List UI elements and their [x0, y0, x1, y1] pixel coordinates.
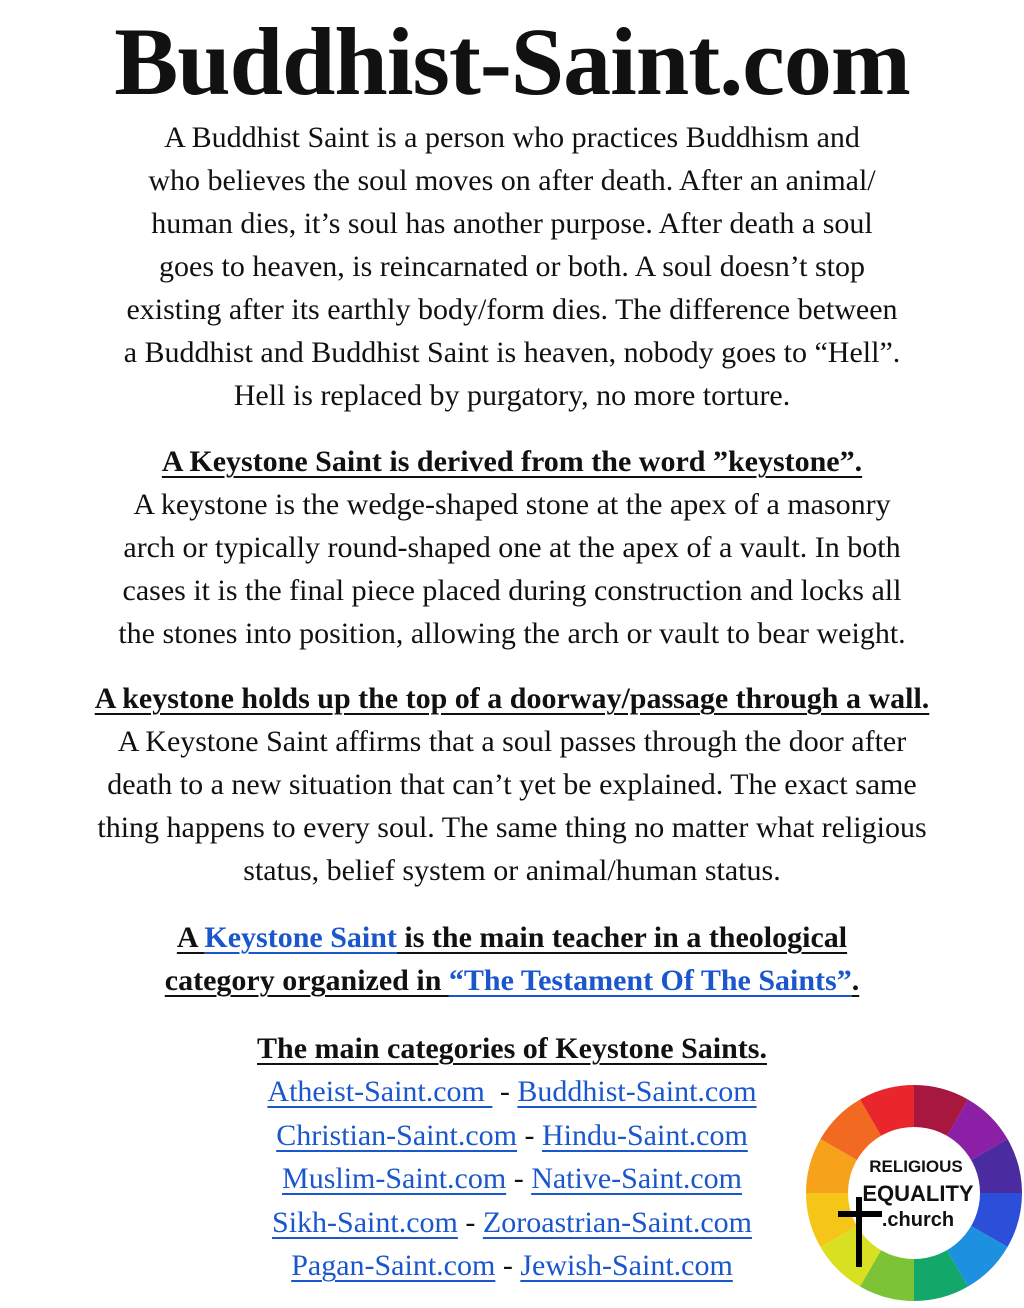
teacher-text: A	[176, 921, 205, 954]
hindu-saint-link[interactable]: Hindu-Saint.com	[542, 1118, 748, 1152]
religious-equality-logo[interactable]	[804, 1083, 1024, 1303]
sikh-saint-link[interactable]: Sikh-Saint.com	[272, 1205, 458, 1239]
doorway-line: A Keystone Saint affirms that a soul passes through the door after	[117, 725, 907, 758]
logo-text-religious: RELIGIOUS	[869, 1157, 963, 1176]
site-links-row	[162, 1114, 862, 1158]
logo-text-church: .church	[881, 1209, 955, 1231]
christian-saint-link[interactable]: Christian-Saint.com	[276, 1118, 517, 1152]
site-links-row	[162, 1244, 862, 1288]
intro-paragraph	[12, 116, 1012, 417]
pagan-saint-link[interactable]: Pagan-Saint.com	[291, 1249, 496, 1282]
doorway-section	[12, 677, 1012, 892]
categories-heading-row	[162, 1027, 862, 1070]
link-separator: -	[492, 1075, 518, 1108]
doorway-line: thing happens to every soul. The same thing no matter what religious	[97, 811, 927, 844]
color-wheel-icon	[804, 1083, 1024, 1303]
teacher-text: is the main teacher in a theological	[396, 921, 848, 954]
muslim-saint-link[interactable]: Muslim-Saint.com	[282, 1162, 507, 1195]
teacher-section	[12, 916, 1012, 1002]
logo-text-equality: EQUALITY	[862, 1181, 974, 1206]
keystone-line: A keystone is the wedge-shaped stone at the apex of a masonry	[133, 488, 891, 521]
categories-heading: The main categories of Keystone Saints.	[257, 1032, 767, 1065]
atheist-saint-link[interactable]: Atheist-Saint.com	[267, 1075, 493, 1108]
doorway-heading: A keystone holds up the top of a doorway/passage through a wall.	[94, 682, 930, 715]
keystone-saint-link[interactable]: Keystone Saint	[204, 921, 397, 954]
site-links-row	[162, 1201, 862, 1245]
site-links-row	[162, 1157, 862, 1201]
intro-line: A Buddhist Saint is a person who practices Buddhism and	[164, 121, 860, 154]
site-links-list	[162, 1070, 862, 1288]
intro-line: who believes the soul moves on after death. After an animal/	[148, 164, 876, 197]
keystone-section	[12, 440, 1012, 655]
site-title: Buddhist-Saint.com	[114, 8, 910, 115]
link-separator: -	[457, 1205, 483, 1239]
link-separator: -	[506, 1162, 532, 1195]
testament-link[interactable]: “The Testament Of The Saints”	[448, 964, 852, 997]
doorway-line: death to a new situation that can’t yet be explained. The exact same	[107, 768, 917, 801]
intro-line: Hell is replaced by purgatory, no more torture.	[233, 379, 791, 412]
link-separator: -	[517, 1118, 542, 1152]
intro-line: a Buddhist and Buddhist Saint is heaven, nobody goes to “Hell”.	[123, 336, 901, 369]
jewish-saint-link[interactable]: Jewish-Saint.com	[520, 1249, 733, 1282]
intro-line: goes to heaven, is reincarnated or both. A soul doesn’t stop	[159, 250, 865, 283]
native-saint-link[interactable]: Native-Saint.com	[531, 1162, 742, 1195]
teacher-text: category organized in	[164, 964, 449, 997]
intro-line: human dies, it’s soul has another purpose. After death a soul	[151, 207, 873, 240]
doorway-line: status, belief system or animal/human status.	[243, 854, 781, 887]
intro-line: existing after its earthly body/form dies. The difference between	[126, 293, 898, 326]
keystone-line: cases it is the final piece placed during construction and locks all	[122, 574, 902, 607]
keystone-line: arch or typically round-shaped one at the apex of a vault. In both	[123, 531, 901, 564]
keystone-heading: A Keystone Saint is derived from the word ”keystone”.	[161, 445, 863, 478]
teacher-text: .	[851, 964, 860, 997]
buddhist-saint-link[interactable]: Buddhist-Saint.com	[517, 1075, 757, 1108]
site-links-row	[162, 1070, 862, 1114]
zoroastrian-saint-link[interactable]: Zoroastrian-Saint.com	[482, 1205, 752, 1239]
keystone-line: the stones into position, allowing the arch or vault to bear weight.	[118, 617, 906, 650]
link-separator: -	[495, 1249, 521, 1282]
